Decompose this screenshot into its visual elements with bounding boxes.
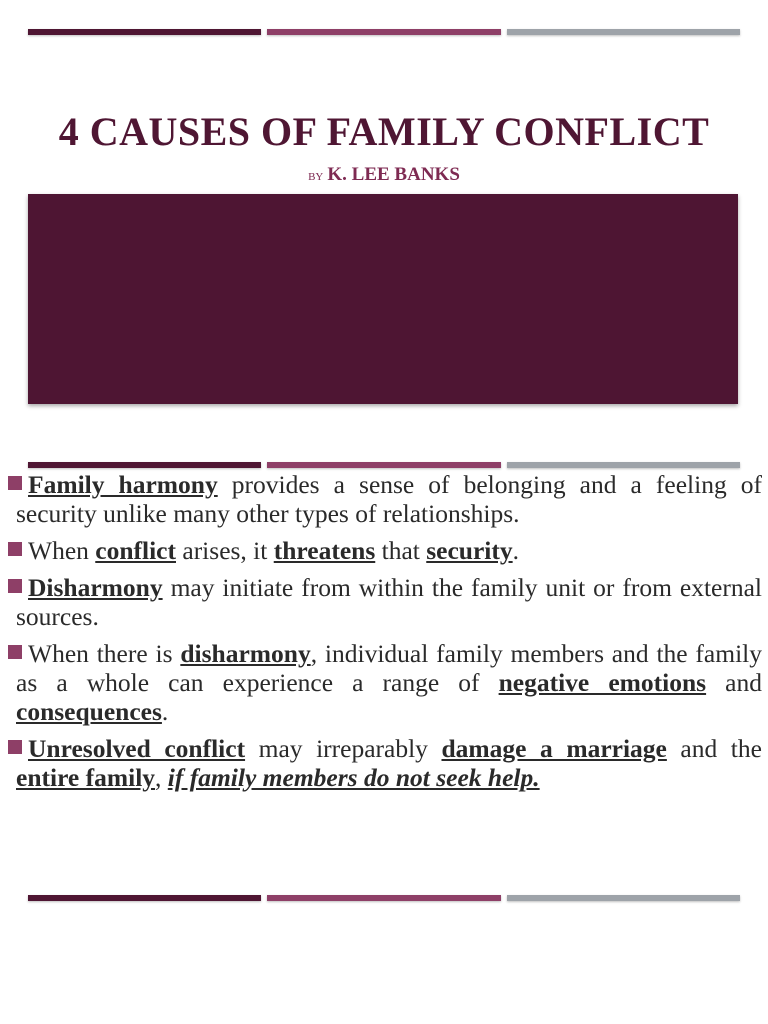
bullet-item (8, 639, 762, 726)
bullet-item (8, 573, 762, 631)
emphasis-text: disharmony (180, 639, 311, 668)
by-label: BY (308, 171, 324, 183)
divider-segment-mid (267, 462, 500, 468)
bullet-text: provides a sense of belonging and a feeling of security unlike many other types of relationships. (16, 470, 762, 528)
emphasis-italic-text: if family members do not seek help. (167, 763, 540, 792)
emphasis-text: Family harmony (28, 470, 218, 499)
emphasis-text: threatens (273, 536, 376, 565)
emphasis-text: security (426, 536, 513, 565)
divider-segment-dark (28, 462, 261, 468)
emphasis-text: negative emotions (498, 668, 707, 697)
bullet-item (8, 536, 762, 565)
bullet-text: When there is (28, 639, 181, 668)
square-bullet-icon (8, 740, 22, 754)
bullet-text: arises, it (176, 536, 274, 565)
slide-title: 4 CAUSES OF FAMILY CONFLICT (58, 109, 710, 154)
square-bullet-icon (8, 542, 22, 556)
top-divider (28, 29, 740, 35)
divider-segment-mid (267, 895, 500, 901)
emphasis-text: entire family (16, 763, 156, 792)
divider-segment-dark (28, 29, 261, 35)
emphasis-text: damage a marriage (441, 734, 667, 763)
square-bullet-icon (8, 579, 22, 593)
bullet-list (8, 470, 762, 800)
bullet-text: , individual family members and the family as a whole can experience a range of (16, 639, 762, 697)
bullet-text: may irreparably (245, 734, 442, 763)
bullet-item (8, 734, 762, 792)
bullet-item (8, 470, 762, 528)
author-name: K. LEE BANKS (327, 164, 460, 185)
divider-segment-dark (28, 895, 261, 901)
square-bullet-icon (8, 476, 22, 490)
divider-segment-grey (507, 895, 740, 901)
emphasis-text: Unresolved conflict (28, 734, 246, 763)
emphasis-text: conflict (95, 536, 176, 565)
divider-segment-grey (507, 29, 740, 35)
bullet-text: and the (666, 734, 762, 763)
bullet-text: , (155, 763, 168, 792)
bullet-text: may initiate from within the family unit or from external sources. (16, 573, 762, 631)
bullet-text: . (161, 697, 169, 726)
bullet-text: When (28, 536, 96, 565)
byline (0, 164, 768, 186)
emphasis-text: consequences (16, 697, 162, 726)
title-banner-block (28, 194, 738, 404)
divider-segment-mid (267, 29, 500, 35)
bullet-text: and (706, 668, 763, 697)
bottom-divider (28, 895, 740, 901)
divider-segment-grey (507, 462, 740, 468)
square-bullet-icon (8, 645, 22, 659)
middle-divider (28, 462, 740, 468)
emphasis-text: Disharmony (28, 573, 163, 602)
bullet-text: . (512, 536, 520, 565)
bullet-text: that (375, 536, 427, 565)
